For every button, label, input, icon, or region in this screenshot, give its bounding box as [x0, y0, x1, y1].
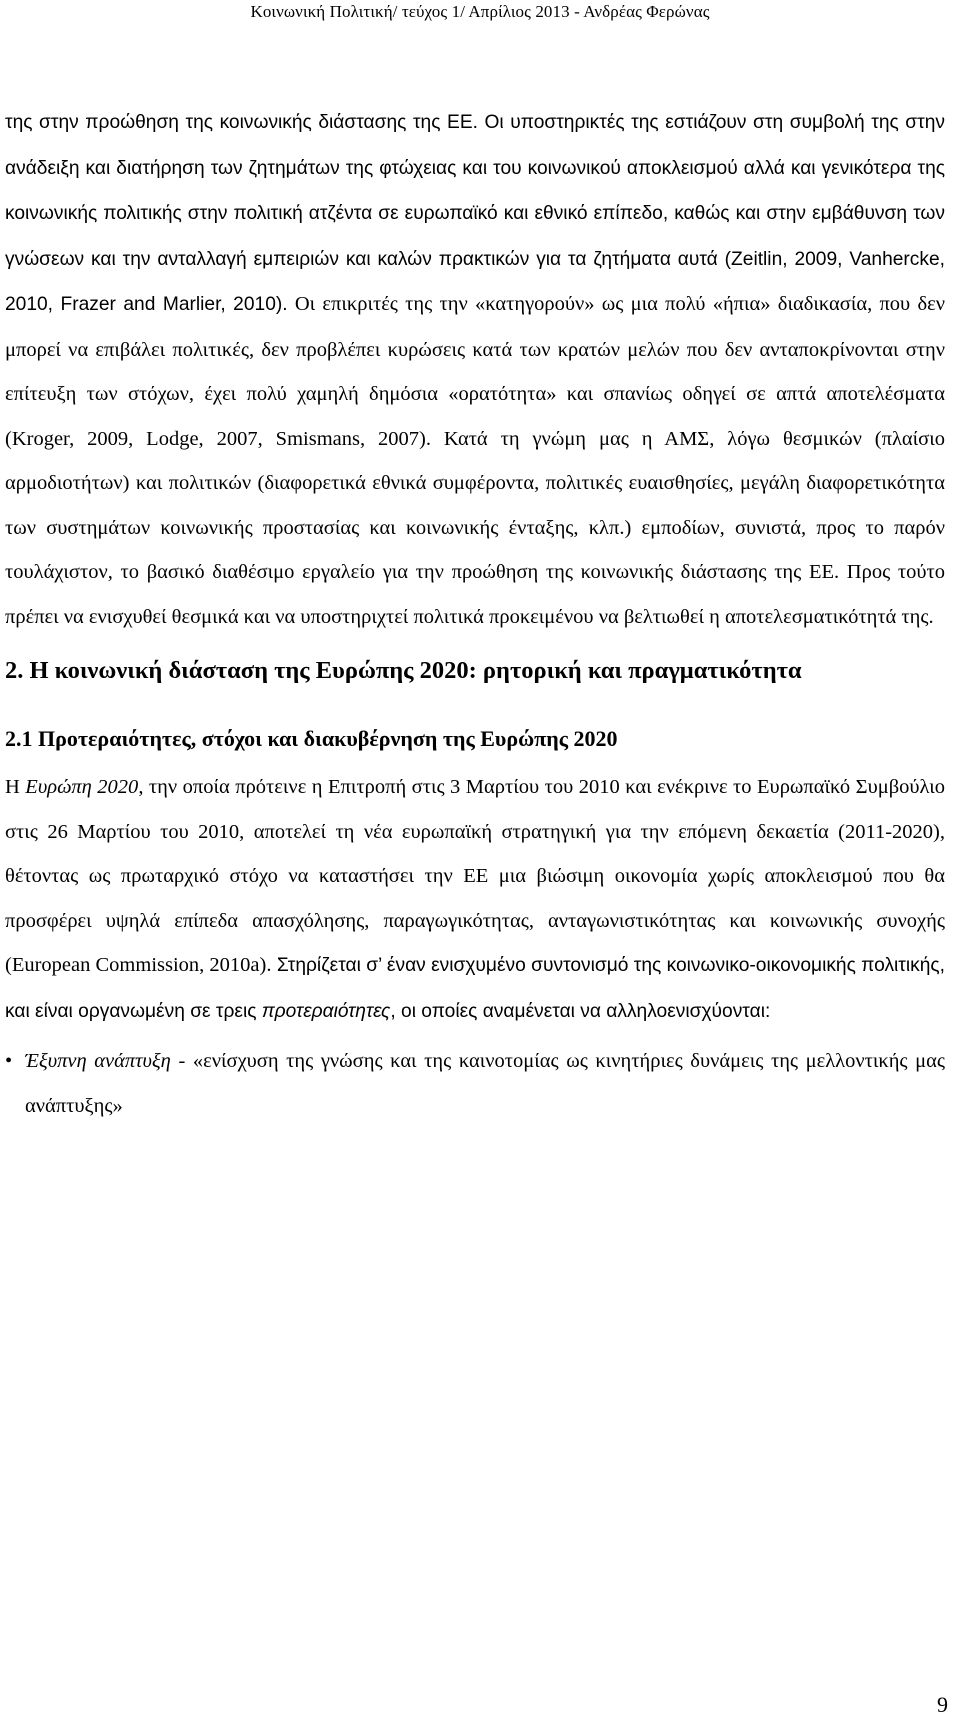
europe-2020-term: Ευρώπη 2020	[25, 776, 139, 798]
paragraph-lead: Η	[5, 776, 26, 798]
paragraph-sans-text: της στην προώθηση της κοινωνικής διάστασης της ΕΕ. Οι υποστηρικτές της εστιάζουν στη συμβολή της στην ανάδειξη και διατήρηση των ζητημάτων της φτώχειας και του κοινωνικού αποκλεισμού αλλά και γενικότερα της κοινωνικής πολιτικής στην πολιτική ατζέντα σε ευρωπαϊκό και εθνικό επίπεδο, καθώς και στην εμβάθυνση των γνώσεων και την ανταλλαγή εμπειριών και καλών πρακτικών για τα ζητήματα αυτά (Zeitlin, 2009, Vanhercke, 2010, Frazer and Marlier, 2010).	[5, 112, 945, 315]
document-body	[5, 100, 945, 1128]
page-number: 9	[937, 1692, 948, 1717]
section-2-heading: 2. Η κοινωνική διάσταση της Ευρώπης 2020: ρητορική και πραγματικότητα	[5, 657, 802, 684]
bullet-text	[25, 1039, 945, 1128]
bullet-term: Έξυπνη ανάπτυξη	[25, 1050, 171, 1072]
paragraph-body: , την οποία πρότεινε η Επιτροπή στις 3 Μαρτίου του 2010 και ενέκρινε το Ευρωπαϊκό Συμβούλιο στις 26 Μαρτίου του 2010, αποτελεί τη νέα ευρωπαϊκή στρατηγική για την επόμενη δεκαετία (2011-2020), θέτοντας ως πρωταρχικό στόχο να καταστήσει την ΕΕ μια βιώσιμη οικονομία χωρίς αποκλεισμού που θα προσφέρει υψηλά επίπεδα απασχόλησης, παραγωγικότητας, ανταγωνιστικότητας και κοινωνικής συνοχής (European Commission, 2010a).	[5, 776, 945, 976]
bullet-icon: •	[5, 1050, 13, 1072]
priorities-term: προτεραιότητες	[261, 1000, 391, 1022]
running-header: Κοινωνική Πολιτική/ τεύχος 1/ Απρίλιος 2013 - Ανδρέας Φερώνας	[250, 2, 710, 21]
section-2-1-heading: 2.1 Προτεραιότητες, στόχοι και διακυβέρνηση της Ευρώπης 2020	[5, 726, 618, 751]
paragraph-serif-text: Οι επικριτές της την «κατηγορούν» ως μια πολύ «ήπια» διαδικασία, που δεν μπορεί να επιβάλει πολιτικές, δεν προβλέπει κυρώσεις κατά των κρατών μελών που δεν ανταποκρίνονται στην επίτευξη των στόχων, έχει πολύ χαμηλή δημόσια «ορατότητα» και σπανίως οδηγεί σε απτά αποτελέσματα (Kroger, 2009, Lodge, 2007, Smismans, 2007). Κατά τη γνώμη μας η ΑΜΣ, λόγω θεσμικών (πλαίσιο αρμοδιοτήτων) και πολιτικών (διαφορετικά εθνικά συμφέροντα, πολιτικές ευαισθησίες, μεγάλη διαφορετικότητα των συστημάτων κοινωνικής προστασίας και κοινωνικής ένταξης, κλπ.) εμποδίων, συνιστά, προς το παρόν τουλάχιστον, το βασικό διαθέσιμο εργαλείο για την προώθηση της κοινωνικής διάστασης της ΕΕ. Προς τούτο πρέπει να ενισχυθεί θεσμικά και να υποστηριχτεί πολιτικά προκειμένου να βελτιωθεί η αποτελεσματικότητά της.	[5, 293, 945, 628]
bullet-description: - «ενίσχυση της γνώσης και της καινοτομίας ως κινητήριες δυνάμεις της μελλοντικής μας ανάπτυξης»	[25, 1050, 945, 1117]
paragraph-sans-lead: Στηρίζεται σ’ έναν ενισχυμένο συντονισμό της κοινωνικο-οικονομικής πολιτικής, και είναι οργανωμένη σε τρεις	[5, 955, 945, 1022]
paragraph-europe-2020	[5, 765, 945, 1034]
bullet-smart-growth	[5, 1039, 945, 1128]
paragraph-omc-assessment	[5, 100, 945, 639]
paragraph-sans-end: , οι οποίες αναμένεται να αλληλοενισχύονται:	[390, 1000, 771, 1022]
